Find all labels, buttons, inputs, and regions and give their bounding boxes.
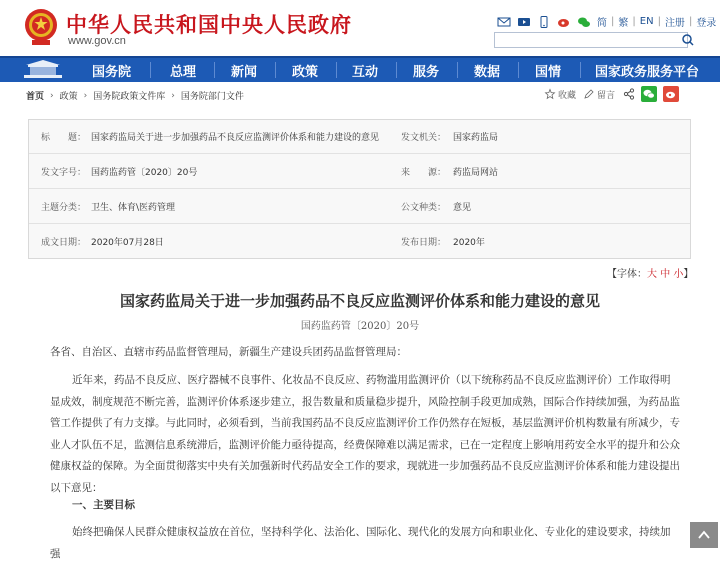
title-label: 标 题： [41,133,87,143]
nav-item-premier[interactable]: 总理 [170,65,197,80]
document-info-table [28,119,691,259]
info-row [29,225,690,259]
favorite-button[interactable]: 收藏 [545,88,576,101]
nav-item-service-platform[interactable]: 国家政务服务平台 [595,65,700,80]
nav-item-data[interactable]: 数据 [474,65,501,80]
search-icon[interactable] [680,32,696,48]
breadcrumb-home[interactable]: 首页 [26,92,45,102]
topic-value: 卫生、体育\医药管理 [91,203,176,213]
arrow-up-icon [698,530,710,540]
nav-item-interaction[interactable]: 互动 [352,65,379,80]
weibo-icon[interactable] [557,16,571,28]
lang-traditional-link[interactable]: 繁 [618,18,629,29]
lang-english-link[interactable]: EN [639,16,654,27]
breadcrumb-policy[interactable]: 政策 [59,92,78,102]
pencil-icon [584,89,594,99]
issuer-value: 国家药监局 [453,133,499,143]
national-emblem-icon[interactable] [24,8,58,46]
created-date-value: 2020年07月28日 [91,238,164,248]
share-icon[interactable] [623,88,635,100]
breadcrumb-policy-library[interactable]: 国务院政策文件库 [93,92,166,102]
issuer-label: 发文机关： [401,133,447,143]
gate-logo-icon [18,59,68,81]
share-actions [545,86,682,102]
breadcrumb-department-docs[interactable]: 国务院部门文件 [180,92,244,102]
comment-button[interactable]: 留言 [584,88,615,101]
nav-divider [275,62,276,78]
nav-item-state-council[interactable]: 国务院 [92,65,132,80]
nav-divider [150,62,151,78]
article-doc-number: 国药监药管〔2020〕20号 [300,321,420,332]
font-size-large[interactable]: 大 [647,269,657,280]
breadcrumb: 首页 › 政策 › 国务院政策文件库 › 国务院部门文件 [26,90,244,102]
article-paragraph: 近年来，药品不良反应、医疗器械不良事件、化妆品不良反应、药物滥用监测评价（以下统称药品不良反应监测评价）工作取得明显成效，制度规范不断完善，监测评价体系逐步建立，报告数量和质量稳步提升，风险控制手段更加成熟，国际合作持续加强，为药品监管工作提供了有力支撑。与此同时，必须看到，当前我国药品不良反应监测评价工作仍然存在短板，基层监测评价机构数量有所减少，专业人才队伍不足，监测信息系统滞后，监测评价能力亟待提高，经费保障难以满足需求，已在一定程度上影响用药安全水平的提升和公众健康权益的保障。为全面贯彻落实中央有关加强新时代药品安全工作的要求，现就进一步加强药品不良反应监测评价体系和能力建设提出以下意见： [50,374,680,494]
top-links: 简 | 繁 | EN | 注册 | 登录 [497,14,716,29]
created-date-label: 成文日期： [41,238,87,248]
weibo-share-icon[interactable] [663,86,679,102]
nav-item-national-conditions[interactable]: 国情 [535,65,562,80]
info-row [29,155,690,189]
search-input[interactable] [494,32,688,48]
topic-label: 主题分类： [41,203,87,213]
info-row [29,120,690,154]
font-size-medium[interactable]: 中 [660,269,671,280]
type-label: 公文种类： [401,203,447,213]
mobile-icon[interactable] [537,16,551,28]
login-link[interactable]: 登录 [696,18,717,29]
article-addressee: 各省、自治区、直辖市药品监督管理局，新疆生产建设兵团药品监督管理局： [50,346,407,358]
published-date-value: 2020年 [453,238,485,248]
wechat-icon[interactable] [577,16,591,28]
font-size-small[interactable]: 小 [673,269,684,280]
star-icon [545,89,555,99]
nav-divider [214,62,215,78]
register-link[interactable]: 注册 [664,18,685,29]
nav-item-news[interactable]: 新闻 [231,65,258,80]
font-size-label: 【字体： [607,269,647,280]
article-section-heading: 一、主要目标 [72,499,135,511]
site-header [0,0,720,56]
lang-simplified-link[interactable]: 简 [597,18,607,29]
article-paragraph: 始终把确保人民群众健康权益放在首位，坚持科学化、法治化、国际化、现代化的发展方向和职业化、专业化的建设要求，持续加强 [50,526,671,560]
back-to-top-button[interactable] [690,522,718,548]
title-value: 国家药监局关于进一步加强药品不良反应监测评价体系和能力建设的意见 [91,133,380,143]
nav-item-services[interactable]: 服务 [413,65,440,80]
docno-value: 国药监药管〔2020〕20号 [91,168,198,178]
font-size-label-end: 】 [683,269,694,280]
type-value: 意见 [453,203,472,213]
site-url[interactable]: www.gov.cn [68,35,126,47]
source-label: 来 源： [401,168,447,178]
info-row [29,190,690,224]
wechat-share-icon[interactable] [641,86,657,102]
font-size-switcher [607,265,693,280]
nav-item-policy[interactable]: 政策 [292,65,319,80]
nav-divider [518,62,519,78]
mail-icon[interactable] [497,16,511,28]
nav-divider [457,62,458,78]
nav-divider [580,62,581,78]
published-date-label: 发布日期： [401,238,447,248]
source-value: 药监局网站 [453,168,499,178]
article-title: 国家药监局关于进一步加强药品不良反应监测评价体系和能力建设的意见 [119,292,600,310]
video-icon[interactable] [517,16,531,28]
nav-divider [396,62,397,78]
nav-divider [336,62,337,78]
docno-label: 发文字号： [41,168,87,178]
main-nav [0,56,720,82]
site-title[interactable]: 中华人民共和国中央人民政府 [66,13,352,37]
